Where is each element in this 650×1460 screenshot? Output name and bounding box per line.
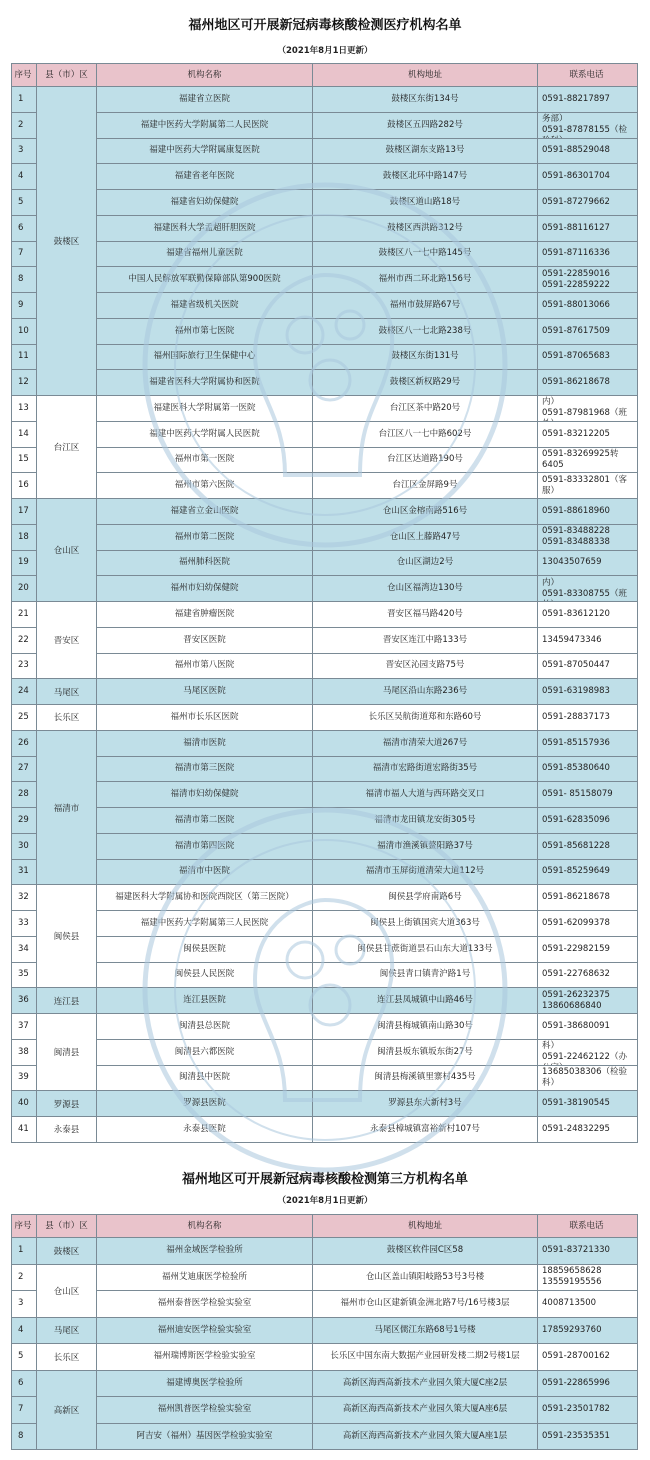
contact-phone: 0591-87116336	[538, 242, 638, 268]
institution-name: 连江县医院	[97, 988, 313, 1014]
institution-address: 晋安区福马路420号	[313, 602, 538, 628]
institution-name: 福清市医院	[97, 731, 313, 757]
column-header: 机构名称	[97, 1214, 313, 1238]
institution-name: 福建省福州儿童医院	[97, 242, 313, 268]
row-number: 32	[11, 885, 37, 911]
institution-name: 福州泰普医学检验实验室	[97, 1291, 313, 1318]
institution-name: 福州凯普医学检验实验室	[97, 1397, 313, 1424]
contact-phone: 0591-26232375 13860686840	[538, 988, 638, 1014]
row-number: 35	[11, 963, 37, 989]
contact-phone: 0591-38190545	[538, 1091, 638, 1117]
column-header: 县（市）区	[37, 63, 97, 87]
institution-name: 福建省级机关医院	[97, 293, 313, 319]
table-header-row	[11, 63, 638, 87]
row-number: 41	[11, 1117, 37, 1143]
table-row	[11, 345, 638, 371]
contact-phone: 4008713500	[538, 1291, 638, 1318]
row-number: 1	[11, 1238, 37, 1265]
contact-phone: 0591-62099378	[538, 911, 638, 937]
row-number: 22	[11, 628, 37, 654]
institution-address: 福清市清荣大道267号	[313, 731, 538, 757]
table-row	[11, 267, 638, 293]
institution-name: 福州市长乐区医院	[97, 705, 313, 731]
district-cell: 鼓楼区	[37, 1238, 97, 1265]
institution-address: 台江区金屏路9号	[313, 473, 538, 499]
district-cell: 马尾区	[37, 1318, 97, 1345]
institution-address: 福清市渔溪镇鳌阳路37号	[313, 834, 538, 860]
row-number: 16	[11, 473, 37, 499]
table-row	[11, 1014, 638, 1040]
row-number: 30	[11, 834, 37, 860]
institution-address: 永泰县樟城镇富裕新村107号	[313, 1117, 538, 1143]
institution-name: 福州市妇幼保健院	[97, 576, 313, 602]
update-date-medical: （2021年8月1日更新）	[277, 46, 373, 56]
row-number: 2	[11, 113, 37, 139]
row-number: 36	[11, 988, 37, 1014]
contact-phone: 0591-88618960	[538, 499, 638, 525]
row-number: 7	[11, 242, 37, 268]
table-row	[11, 370, 638, 396]
contact-phone: 0591-23535351	[538, 1424, 638, 1451]
table-row	[11, 1424, 638, 1451]
institution-name: 福建医科大学附属协和医院西院区（第三医院）	[97, 885, 313, 911]
table-row	[11, 293, 638, 319]
institution-name: 永泰县医院	[97, 1117, 313, 1143]
contact-phone: 0591-86218678	[538, 885, 638, 911]
institution-address: 长乐区吴航街道郑和东路60号	[313, 705, 538, 731]
row-number: 17	[11, 499, 37, 525]
table-row	[11, 602, 638, 628]
institution-name: 福建省立医院	[97, 87, 313, 113]
district-cell: 永泰县	[37, 1117, 97, 1143]
district-cell: 长乐区	[37, 1344, 97, 1371]
institution-name: 福州金域医学检验所	[97, 1238, 313, 1265]
column-header: 联系电话	[538, 1214, 638, 1238]
institution-name: 福建省老年医院	[97, 164, 313, 190]
contact-phone: 0591-22982159	[538, 937, 638, 963]
institution-address: 福清市玉屏街道清荣大道112号	[313, 860, 538, 886]
institution-address: 鼓楼区道山路18号	[313, 190, 538, 216]
institution-address: 鼓楼区八一七中路145号	[313, 242, 538, 268]
contact-phone: 0591-86218678	[538, 370, 638, 396]
institution-address: 长乐区中国东南大数据产业园研发楼二期2号楼1层	[313, 1344, 538, 1371]
contact-phone: 0591-88013066	[538, 293, 638, 319]
row-number: 15	[11, 448, 37, 474]
row-number: 8	[11, 267, 37, 293]
contact-phone: 0591-28837173	[538, 705, 638, 731]
institution-name: 福建省医科大学附属协和医院	[97, 370, 313, 396]
table-row	[11, 885, 638, 911]
institution-address: 鼓楼区西洪路312号	[313, 216, 538, 242]
contact-phone: 0591-88217897	[538, 87, 638, 113]
table-row	[11, 139, 638, 165]
institution-address: 福州市西二环北路156号	[313, 267, 538, 293]
row-number: 27	[11, 757, 37, 783]
table-row	[11, 525, 638, 551]
institution-name: 福建医科大学附属第一医院	[97, 396, 313, 422]
row-number: 29	[11, 808, 37, 834]
institution-name: 福建中医药大学附属第三人民医院	[97, 911, 313, 937]
row-number: 19	[11, 551, 37, 577]
institution-address: 鼓楼区湖东支路13号	[313, 139, 538, 165]
institution-name: 福建医科大学孟超肝胆医院	[97, 216, 313, 242]
district-cell: 马尾区	[37, 679, 97, 705]
table-row	[11, 988, 638, 1014]
table-row	[11, 551, 638, 577]
institution-address: 仓山区湖边2号	[313, 551, 538, 577]
row-number: 7	[11, 1397, 37, 1424]
institution-name: 福建博奥医学检验所	[97, 1371, 313, 1398]
institution-name: 闽清县六都医院	[97, 1040, 313, 1066]
contact-phone: 务部） 0591-87878155（检	[538, 113, 638, 139]
district-cell: 台江区	[37, 396, 97, 499]
table-row	[11, 731, 638, 757]
institution-address: 高新区海西高新技术产业园久策大厦A座1层	[313, 1424, 538, 1451]
table-row	[11, 1318, 638, 1345]
institution-address: 闽侯县学府南路6号	[313, 885, 538, 911]
institution-address: 福清市龙田镇龙安街305号	[313, 808, 538, 834]
contact-phone: 0591-63198983	[538, 679, 638, 705]
table-row	[11, 1344, 638, 1371]
table-row	[11, 1238, 638, 1265]
row-number: 18	[11, 525, 37, 551]
institution-address: 台江区达道路190号	[313, 448, 538, 474]
institution-address: 仓山区福湾边130号	[313, 576, 538, 602]
institution-address: 台江区茶中路20号	[313, 396, 538, 422]
institution-address: 罗源县东大新村3号	[313, 1091, 538, 1117]
contact-phone: 0591-28700162	[538, 1344, 638, 1371]
table-row	[11, 1371, 638, 1398]
row-number: 28	[11, 782, 37, 808]
institution-address: 仓山区盖山镇阳岐路53号3号楼	[313, 1265, 538, 1292]
institution-address: 福清市福人大道与西环路交叉口	[313, 782, 538, 808]
institution-address: 闽侯县青口镇青沪路1号	[313, 963, 538, 989]
contact-phone: 13459473346	[538, 628, 638, 654]
table-row	[11, 1291, 638, 1318]
third-party-institutions-table	[11, 1214, 638, 1450]
district-cell: 闽侯县	[37, 885, 97, 988]
table-row	[11, 216, 638, 242]
district-cell: 福清市	[37, 731, 97, 886]
contact-phone: 13043507659	[538, 551, 638, 577]
table-row	[11, 422, 638, 448]
institution-name: 中国人民解放军联勤保障部队第900医院	[97, 267, 313, 293]
institution-name: 晋安区医院	[97, 628, 313, 654]
institution-name: 闽侯县人民医院	[97, 963, 313, 989]
row-number: 21	[11, 602, 37, 628]
table-row	[11, 1040, 638, 1066]
row-number: 2	[11, 1265, 37, 1292]
contact-phone: 0591-87279662	[538, 190, 638, 216]
institution-address: 鼓楼区八一七北路238号	[313, 319, 538, 345]
institution-address: 鼓楼区东街131号	[313, 345, 538, 371]
institution-address: 闽清县梅溪镇里寨村435号	[313, 1066, 538, 1092]
institution-address: 鼓楼区北环中路147号	[313, 164, 538, 190]
row-number: 11	[11, 345, 37, 371]
institution-name: 闽清县中医院	[97, 1066, 313, 1092]
institution-name: 阿吉安（福州）基因医学检验实验室	[97, 1424, 313, 1451]
institution-name: 闽清县总医院	[97, 1014, 313, 1040]
institution-address: 高新区海西高新技术产业园久策大厦C座2层	[313, 1371, 538, 1398]
contact-phone: 0591-83612120	[538, 602, 638, 628]
table-row	[11, 757, 638, 783]
row-number: 31	[11, 860, 37, 886]
contact-phone: 0591-62835096	[538, 808, 638, 834]
row-number: 8	[11, 1424, 37, 1451]
institution-address: 福清市宏路街道宏路街35号	[313, 757, 538, 783]
table-row	[11, 1265, 638, 1292]
table-row	[11, 834, 638, 860]
institution-name: 福州瑞博斯医学检验实验室	[97, 1344, 313, 1371]
district-cell: 仓山区	[37, 499, 97, 602]
contact-phone: 0591-85259649	[538, 860, 638, 886]
institution-name: 福州市第七医院	[97, 319, 313, 345]
row-number: 6	[11, 1371, 37, 1398]
institution-address: 马尾区沿山东路236号	[313, 679, 538, 705]
district-cell: 罗源县	[37, 1091, 97, 1117]
row-number: 20	[11, 576, 37, 602]
institution-name: 福建中医药大学附属康复医院	[97, 139, 313, 165]
row-number: 37	[11, 1014, 37, 1040]
institution-address: 台江区八一七中路602号	[313, 422, 538, 448]
table-row	[11, 242, 638, 268]
contact-phone: 内） 0591-83308755（班	[538, 576, 638, 602]
row-number: 13	[11, 396, 37, 422]
institution-address: 仓山区上藤路47号	[313, 525, 538, 551]
row-number: 6	[11, 216, 37, 242]
table-row	[11, 963, 638, 989]
row-number: 12	[11, 370, 37, 396]
contact-phone: 科） 0591-22462122（办	[538, 1040, 638, 1066]
institution-address: 晋安区连江中路133号	[313, 628, 538, 654]
institution-address: 闽侯县甘蔗街道昙石山东大道133号	[313, 937, 538, 963]
column-header: 县（市）区	[37, 1214, 97, 1238]
table-row	[11, 190, 638, 216]
institution-name: 福建省妇幼保健院	[97, 190, 313, 216]
institution-address: 闽侯县上街镇国宾大道363号	[313, 911, 538, 937]
row-number: 3	[11, 139, 37, 165]
contact-phone: 0591-83269925转6405	[538, 448, 638, 474]
institution-address: 福州市鼓屏路67号	[313, 293, 538, 319]
page-title-medical: 福州地区可开展新冠病毒核酸检测医疗机构名单	[188, 18, 462, 33]
row-number: 5	[11, 1344, 37, 1371]
table-row	[11, 473, 638, 499]
table-row	[11, 937, 638, 963]
institution-name: 福州市第六医院	[97, 473, 313, 499]
table-row	[11, 628, 638, 654]
institution-address: 闽清县梅城镇南山路30号	[313, 1014, 538, 1040]
table-row	[11, 396, 638, 422]
institution-address: 仓山区金榕南路516号	[313, 499, 538, 525]
contact-phone: 13685038306（检验科）	[538, 1066, 638, 1092]
institution-name: 罗源县医院	[97, 1091, 313, 1117]
contact-phone: 0591-22768632	[538, 963, 638, 989]
institution-address: 高新区海西高新技术产业园久策大厦A座6层	[313, 1397, 538, 1424]
contact-phone: 0591-22859016 0591-22859222	[538, 267, 638, 293]
institution-address: 晋安区沁园支路75号	[313, 654, 538, 680]
institution-name: 福建省肿瘤医院	[97, 602, 313, 628]
institution-name: 福州市第八医院	[97, 654, 313, 680]
institution-address: 连江县凤城镇中山路46号	[313, 988, 538, 1014]
institution-name: 福州迪安医学检验实验室	[97, 1318, 313, 1345]
table-row	[11, 319, 638, 345]
institution-address: 闽清县坂东镇坂东街27号	[313, 1040, 538, 1066]
row-number: 33	[11, 911, 37, 937]
institution-name: 福清市妇幼保健院	[97, 782, 313, 808]
institution-address: 鼓楼区新权路29号	[313, 370, 538, 396]
table-row	[11, 782, 638, 808]
institution-name: 福州肺科医院	[97, 551, 313, 577]
institution-address: 鼓楼区五四路282号	[313, 113, 538, 139]
column-header: 机构名称	[97, 63, 313, 87]
contact-phone: 0591-22865996	[538, 1371, 638, 1398]
contact-phone: 17859293760	[538, 1318, 638, 1345]
table-row	[11, 499, 638, 525]
table-row	[11, 164, 638, 190]
table-row	[11, 576, 638, 602]
row-number: 40	[11, 1091, 37, 1117]
row-number: 5	[11, 190, 37, 216]
contact-phone: 0591-88529048	[538, 139, 638, 165]
institution-name: 福清市第三医院	[97, 757, 313, 783]
institution-name: 闽侯县医院	[97, 937, 313, 963]
contact-phone: 0591-87617509	[538, 319, 638, 345]
contact-phone: 0591-85681228	[538, 834, 638, 860]
row-number: 26	[11, 731, 37, 757]
table-row	[11, 860, 638, 886]
table-row	[11, 1091, 638, 1117]
column-header: 机构地址	[313, 1214, 538, 1238]
update-date-third-party: （2021年8月1日更新）	[277, 1196, 373, 1206]
table-row	[11, 808, 638, 834]
row-number: 23	[11, 654, 37, 680]
contact-phone: 0591-85380640	[538, 757, 638, 783]
row-number: 34	[11, 937, 37, 963]
table-header-row	[11, 1214, 638, 1238]
district-cell: 高新区	[37, 1371, 97, 1451]
institution-name: 福建中医药大学附属第二人民医院	[97, 113, 313, 139]
contact-phone: 0591-23501782	[538, 1397, 638, 1424]
contact-phone: 0591-88116127	[538, 216, 638, 242]
page-title-third-party: 福州地区可开展新冠病毒核酸检测第三方机构名单	[181, 1172, 468, 1187]
contact-phone: 0591-85157936	[538, 731, 638, 757]
row-number: 25	[11, 705, 37, 731]
institution-name: 马尾区医院	[97, 679, 313, 705]
institution-address: 福州市仓山区建新镇金洲北路7号/16号楼3层	[313, 1291, 538, 1318]
institution-address: 鼓楼区东街134号	[313, 87, 538, 113]
column-header: 序号	[11, 1214, 37, 1238]
district-cell: 鼓楼区	[37, 87, 97, 396]
row-number: 1	[11, 87, 37, 113]
column-header: 机构地址	[313, 63, 538, 87]
district-cell: 晋安区	[37, 602, 97, 679]
district-cell: 连江县	[37, 988, 97, 1014]
contact-phone: 0591-87065683	[538, 345, 638, 371]
table-row	[11, 705, 638, 731]
contact-phone: 0591-87050447	[538, 654, 638, 680]
contact-phone: 0591-86301704	[538, 164, 638, 190]
row-number: 38	[11, 1040, 37, 1066]
institution-name: 福建中医药大学附属人民医院	[97, 422, 313, 448]
institution-name: 福建省立金山医院	[97, 499, 313, 525]
table-row	[11, 448, 638, 474]
contact-phone: 内） 0591-87981968（班	[538, 396, 638, 422]
contact-phone: 0591-38680091	[538, 1014, 638, 1040]
table-row	[11, 1117, 638, 1143]
institution-name: 福州市第二医院	[97, 525, 313, 551]
table-row	[11, 1397, 638, 1424]
institution-name: 福清市第二医院	[97, 808, 313, 834]
row-number: 10	[11, 319, 37, 345]
column-header: 联系电话	[538, 63, 638, 87]
institution-name: 福州市第一医院	[97, 448, 313, 474]
row-number: 4	[11, 1318, 37, 1345]
institution-address: 鼓楼区软件园C区58	[313, 1238, 538, 1265]
row-number: 39	[11, 1066, 37, 1092]
column-header: 序号	[11, 63, 37, 87]
table-row	[11, 654, 638, 680]
table-row	[11, 113, 638, 139]
institution-name: 福清市第四医院	[97, 834, 313, 860]
contact-phone: 0591- 85158079	[538, 782, 638, 808]
contact-phone: 0591-83332801（客服）	[538, 473, 638, 499]
institution-name: 福清市中医院	[97, 860, 313, 886]
institution-name: 福州国际旅行卫生保健中心	[97, 345, 313, 371]
contact-phone: 0591-83721330	[538, 1238, 638, 1265]
table-row	[11, 87, 638, 113]
district-cell: 长乐区	[37, 705, 97, 731]
table-row	[11, 679, 638, 705]
district-cell: 闽清县	[37, 1014, 97, 1091]
contact-phone: 0591-83488228 0591-83488338	[538, 525, 638, 551]
row-number: 4	[11, 164, 37, 190]
institution-address: 马尾区儒江东路68号1号楼	[313, 1318, 538, 1345]
medical-institutions-table	[11, 63, 638, 1143]
table-row	[11, 911, 638, 937]
row-number: 9	[11, 293, 37, 319]
table-row	[11, 1066, 638, 1092]
contact-phone: 18859658628 13559195556	[538, 1265, 638, 1292]
row-number: 14	[11, 422, 37, 448]
row-number: 3	[11, 1291, 37, 1318]
district-cell: 仓山区	[37, 1265, 97, 1318]
row-number: 24	[11, 679, 37, 705]
institution-name: 福州艾迪康医学检验所	[97, 1265, 313, 1292]
contact-phone: 0591-24832295	[538, 1117, 638, 1143]
contact-phone: 0591-83212205	[538, 422, 638, 448]
